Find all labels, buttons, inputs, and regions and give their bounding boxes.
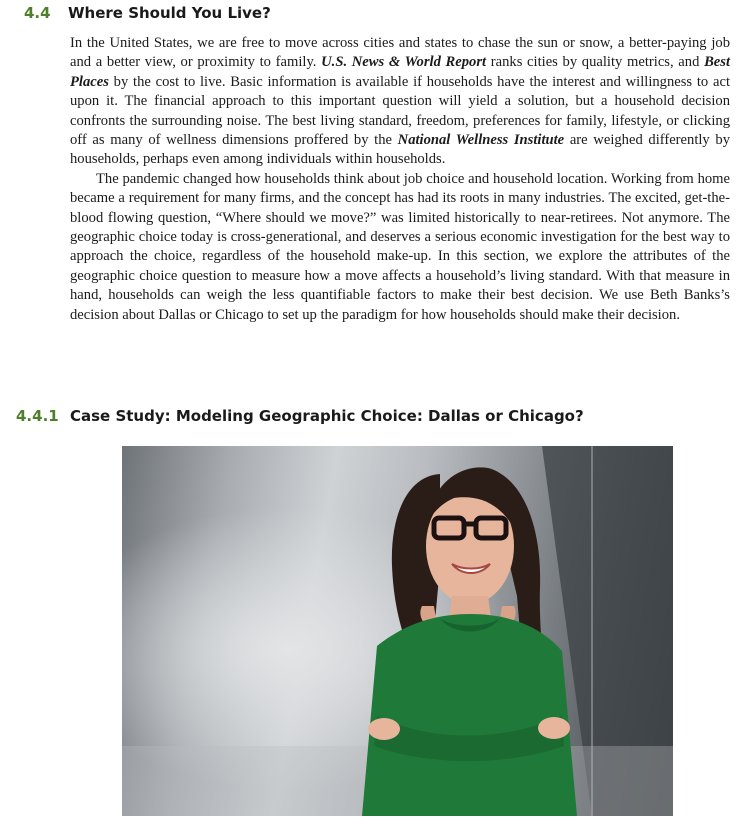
- section-heading: [0, 4, 271, 22]
- publication-name-bestplaces: Best Places: [70, 54, 731, 90]
- subsection-heading: [0, 407, 584, 425]
- paragraph-1: [70, 34, 730, 170]
- case-study-photo: [122, 446, 673, 816]
- organization-name-nwi: National Wellness Institute: [397, 132, 565, 149]
- paragraph-1-text-a: In the United States, we are free to move across cities and states to chase the sun or snow, a better-paying job and a better view, or proximity to family.: [70, 35, 730, 71]
- publication-name-usnews: U.S. News & World Report: [321, 54, 487, 71]
- right-hand: [538, 717, 570, 739]
- left-hand: [368, 718, 400, 740]
- section-title: Where Should You Live?: [68, 4, 271, 22]
- woman-portrait-illustration: [122, 446, 673, 816]
- green-dress: [362, 614, 577, 816]
- paragraph-2: The pandemic changed how households think about job choice and household location. Working from home became a requirement for many firms, and the concept has had its roots in many industries. The excited, get-the-blood flowing question, “Where should we move?” was limited historically to near-retirees. Not anymore. The geographic choice today is cross-generational, and deserves a serious economic investigation for the best way to approach the choice, regardless of the household make-up. In this section, we explore the attributes of the geographic choice question to measure how a move affects a household’s living standard. With that measure in hand, households can weigh the less quantifiable factors to make their best decision. We use Beth Banks’s decision about Dallas or Chicago to set up the paradigm for how households should make their decision.: [70, 170, 730, 323]
- paragraph-1-text-c: by the cost to live. Basic information is available if households have the interest and willingness to act upon it. The financial approach to this important question will yield a solution, but a household decision confronts the surrounding noise. The best living standard, freedom, preferences for family, lifestyle, or clicking off as many of wellness dimensions proffered by the: [70, 73, 730, 149]
- paragraph-1-text-d: are weighed differently by households, perhaps even among individuals within households.: [70, 132, 730, 168]
- section-body: [70, 34, 730, 325]
- paragraph-1-text-b: ranks cities by quality metrics, and: [486, 54, 705, 71]
- subsection-title: Case Study: Modeling Geographic Choice: Dallas or Chicago?: [70, 407, 584, 425]
- subsection-number: 4.4.1: [16, 407, 59, 425]
- section-number: 4.4: [24, 4, 51, 22]
